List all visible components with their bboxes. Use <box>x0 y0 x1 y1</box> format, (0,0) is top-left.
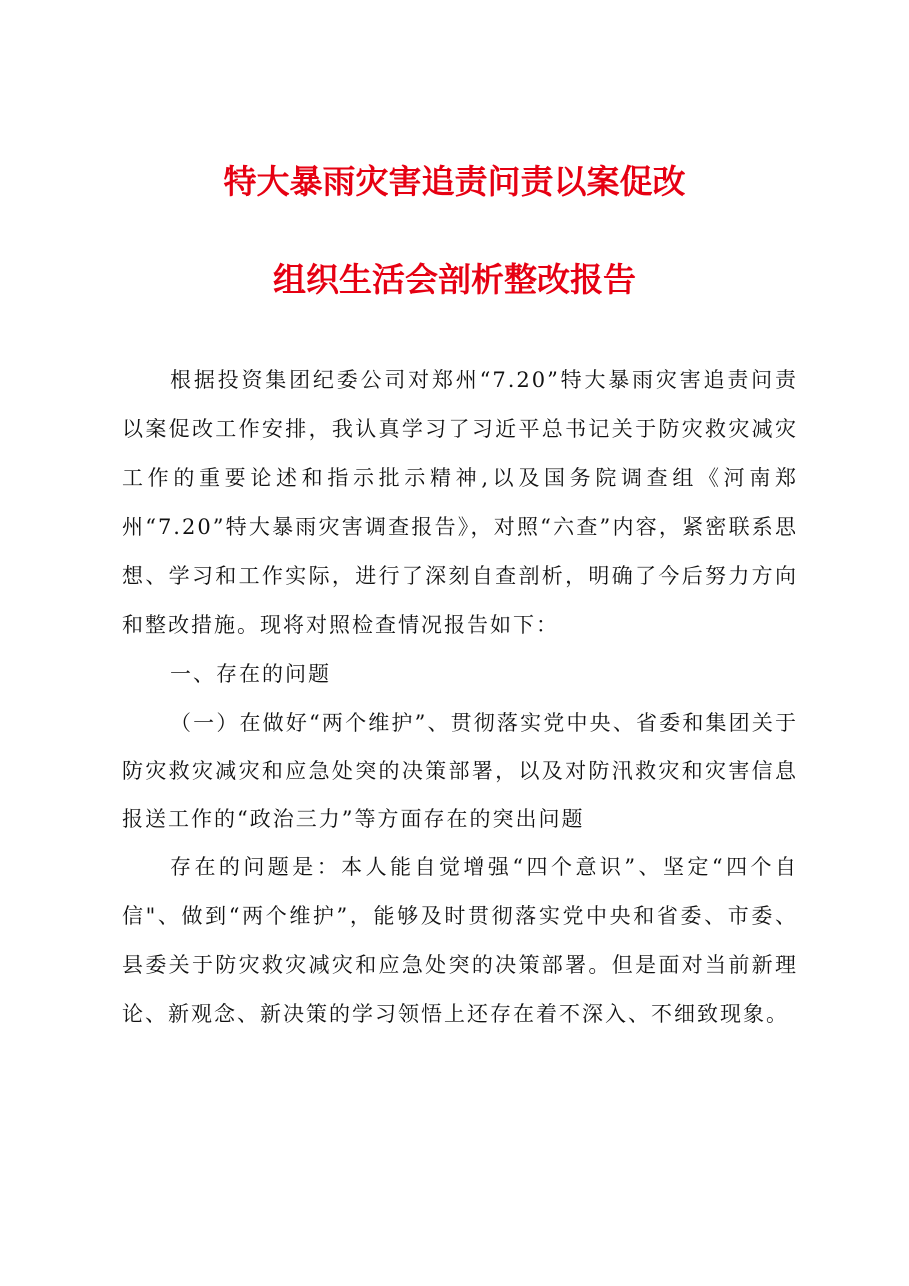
section-heading-problems: 一、存在的问题 <box>170 662 331 686</box>
document-title-line-1: 特大暴雨灾害追责问责以案促改 <box>223 162 686 201</box>
intro-paragraph: 根据投资集团纪委公司对郑州“7.20”特大暴雨灾害追责问责以案促改工作安排，我认真学习了习近平总书记关于防灾救灾减灾工作的重要论述和指示批示精神,以及国务院调查组《河南郑州“7.20”特大暴雨灾害调查报告》，对照“六查”内容，紧密联系思想、学习和工作实际，进行了深刻自查剖析，明确了今后努力方向和整改措施。现将对照检查情况报告如下： <box>122 368 798 637</box>
problem-paragraph: 存在的问题是：本人能自觉增强“四个意识”、坚定“四个自信"、做到“两个维护”，能够及时贯彻落实党中央和省委、市委、县委关于防灾救灾减灾和应急处突的决策部署。但是面对当前新理论、新观念、新决策的学习领悟上还存在着不深入、不细致现象。 <box>122 855 798 1026</box>
subsection-heading-1: （一）在做好“两个维护”、贯彻落实党中央、省委和集团关于防灾救灾减灾和应急处突的决策部署，以及对防汛救灾和灾害信息报送工作的“政治三力”等方面存在的突出问题 <box>122 711 798 831</box>
document-title-line-2: 组织生活会剖析整改报告 <box>273 260 636 299</box>
document-body <box>122 356 798 1039</box>
